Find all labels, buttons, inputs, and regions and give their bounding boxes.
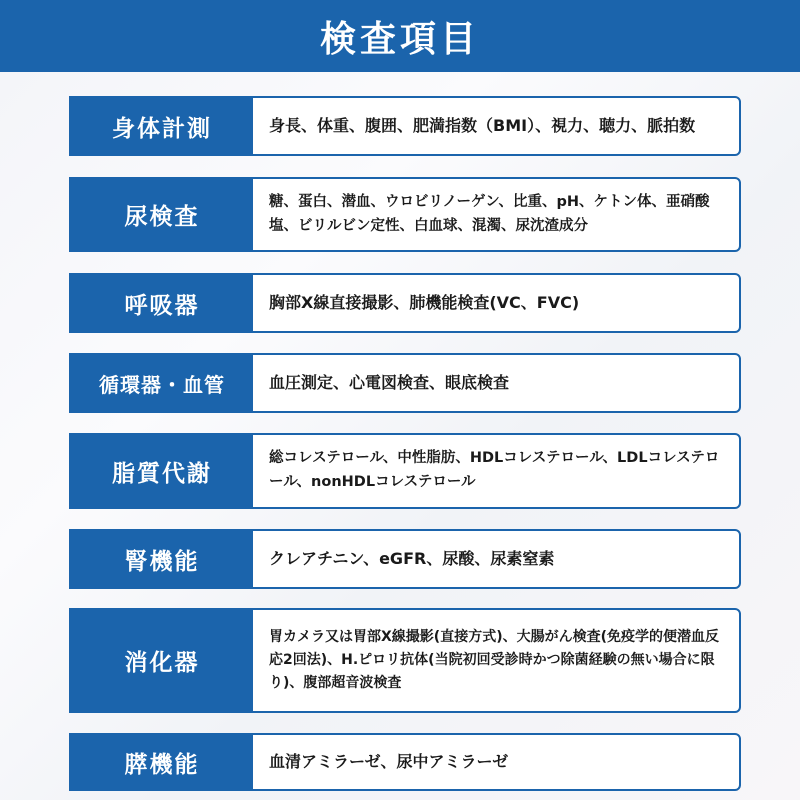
row-label: 尿検査 [71, 179, 253, 250]
row-content: 胃カメラ又は胃部X線撮影(直接方式)、大腸がん検査(免疫学的便潜血反応2回法)、H.ピロリ抗体(当院初回受診時かつ除菌経験の無い場合に限り)、腹部超音波検査 [269, 629, 719, 691]
row-content: 血圧測定、心電図検査、眼底検査 [269, 373, 510, 393]
row-label: 腎機能 [71, 531, 253, 587]
row-label: 脂質代謝 [71, 435, 253, 507]
row-label: 膵機能 [71, 735, 253, 789]
row-digestive [69, 608, 741, 713]
row-respiratory [69, 273, 741, 333]
row-content: 身長、体重、腹囲、肥満指数（BMI）、視力、聴力、脈拍数 [269, 116, 696, 136]
row-content: 糖、蛋白、潜血、ウロビリノーゲン、比重、pH、ケトン体、亜硝酸塩、ビリルビン定性、白血球、混濁、尿沈渣成分 [269, 193, 710, 234]
row-content: 血清アミラーゼ、尿中アミラーゼ [269, 752, 509, 772]
row-content: 総コレステロール、中性脂肪、HDLコレステロール、LDLコレステロール、nonHDLコレステロール [269, 450, 720, 490]
row-content: クレアチニン、eGFR、尿酸、尿素窒素 [269, 549, 555, 569]
row-content: 胸部X線直接撮影、肺機能検査(VC、FVC) [269, 293, 580, 313]
row-label: 循環器・血管 [71, 355, 253, 411]
row-label: 呼吸器 [71, 275, 253, 331]
page-title: 検査項目 [319, 18, 480, 60]
row-urinalysis [69, 177, 741, 252]
row-body-measurement [69, 96, 741, 156]
row-kidney [69, 529, 741, 589]
row-circulatory [69, 353, 741, 413]
header-bar [0, 0, 800, 72]
row-label: 消化器 [71, 610, 253, 711]
row-lipid [69, 433, 741, 509]
row-pancreas [69, 733, 741, 791]
row-label: 身体計測 [71, 98, 253, 154]
